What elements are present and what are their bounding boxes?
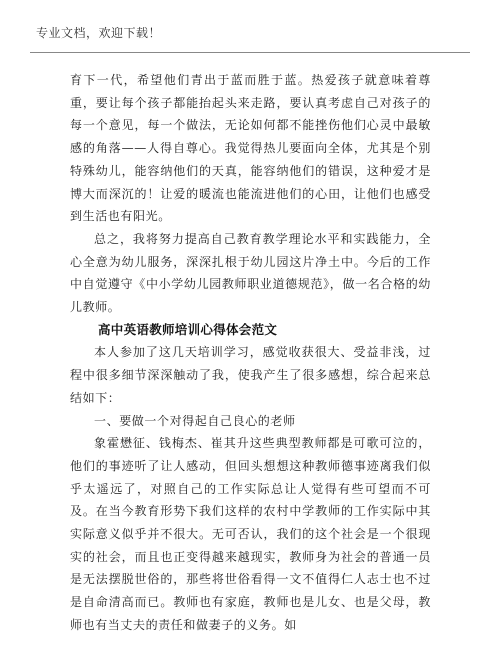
article-title: 高中英语教师培训心得体会范文 (98, 321, 278, 337)
paragraph-continuation: 育下一代，希望他们青出于蓝而胜于蓝。热爱孩子就意味着尊重，要让每个孩子都能抬起头来走路，要认真考虑自己对孩子的每一个意见，每一个做法，无论如何都不能挫伤他们心灵中最敏感的角落——人得自尊心。我觉得热儿要面向全体，尤其是个别特殊幼儿，能容纳他们的天真，能容纳他们的错误，这种爱才是博大而深沉的！让爱的暖流也能流进他们的心田，让他们也感受到生活也有阳光。 (70, 73, 431, 224)
document-body (70, 69, 431, 637)
section-heading: 一、要做一个对得起自己良心的老师 (94, 413, 296, 428)
paragraph-intro: 本人参加了这几天培训学习，感觉收获很大、受益非浅，过程中很多细节深深触动了我，使我产生了很多感想，综合起来总结如下： (70, 345, 431, 405)
page-header: 专业文档，欢迎下载！ (36, 26, 162, 40)
paragraph-body: 象霍懋征、钱梅杰、崔其升这些典型教师都是可歌可泣的，他们的事迹听了让人感动，但回头想想这种教师德事迹离我们似乎太遥远了，对照自己的工作实际总让人觉得有些可望而不可及。在当今教育形势下我们这样的农村中学教师的工作实际中其实际意义似乎并不很大。无可否认，我们的这个社会是一个很现实的社会，而且也正变得越来越现实，教师身为社会的普通一员是无法摆脱世俗的，那些将世俗看得一文不值得仁人志士也不过是自命清高而已。教师也有家庭，教师也是儿女、也是父母，教师也有当丈夫的责任和做妻子的义务。如 (70, 436, 431, 632)
header-divider (30, 52, 470, 53)
paragraph-summary: 总之，我将努力提高自己教育教学理论水平和实践能力，全心全意为幼儿服务，深深扎根于幼儿园这片净土中。今后的工作中自觉遵守《中小学幼儿园教师职业道德规范》，做一名合格的幼儿教师。 (70, 231, 431, 315)
